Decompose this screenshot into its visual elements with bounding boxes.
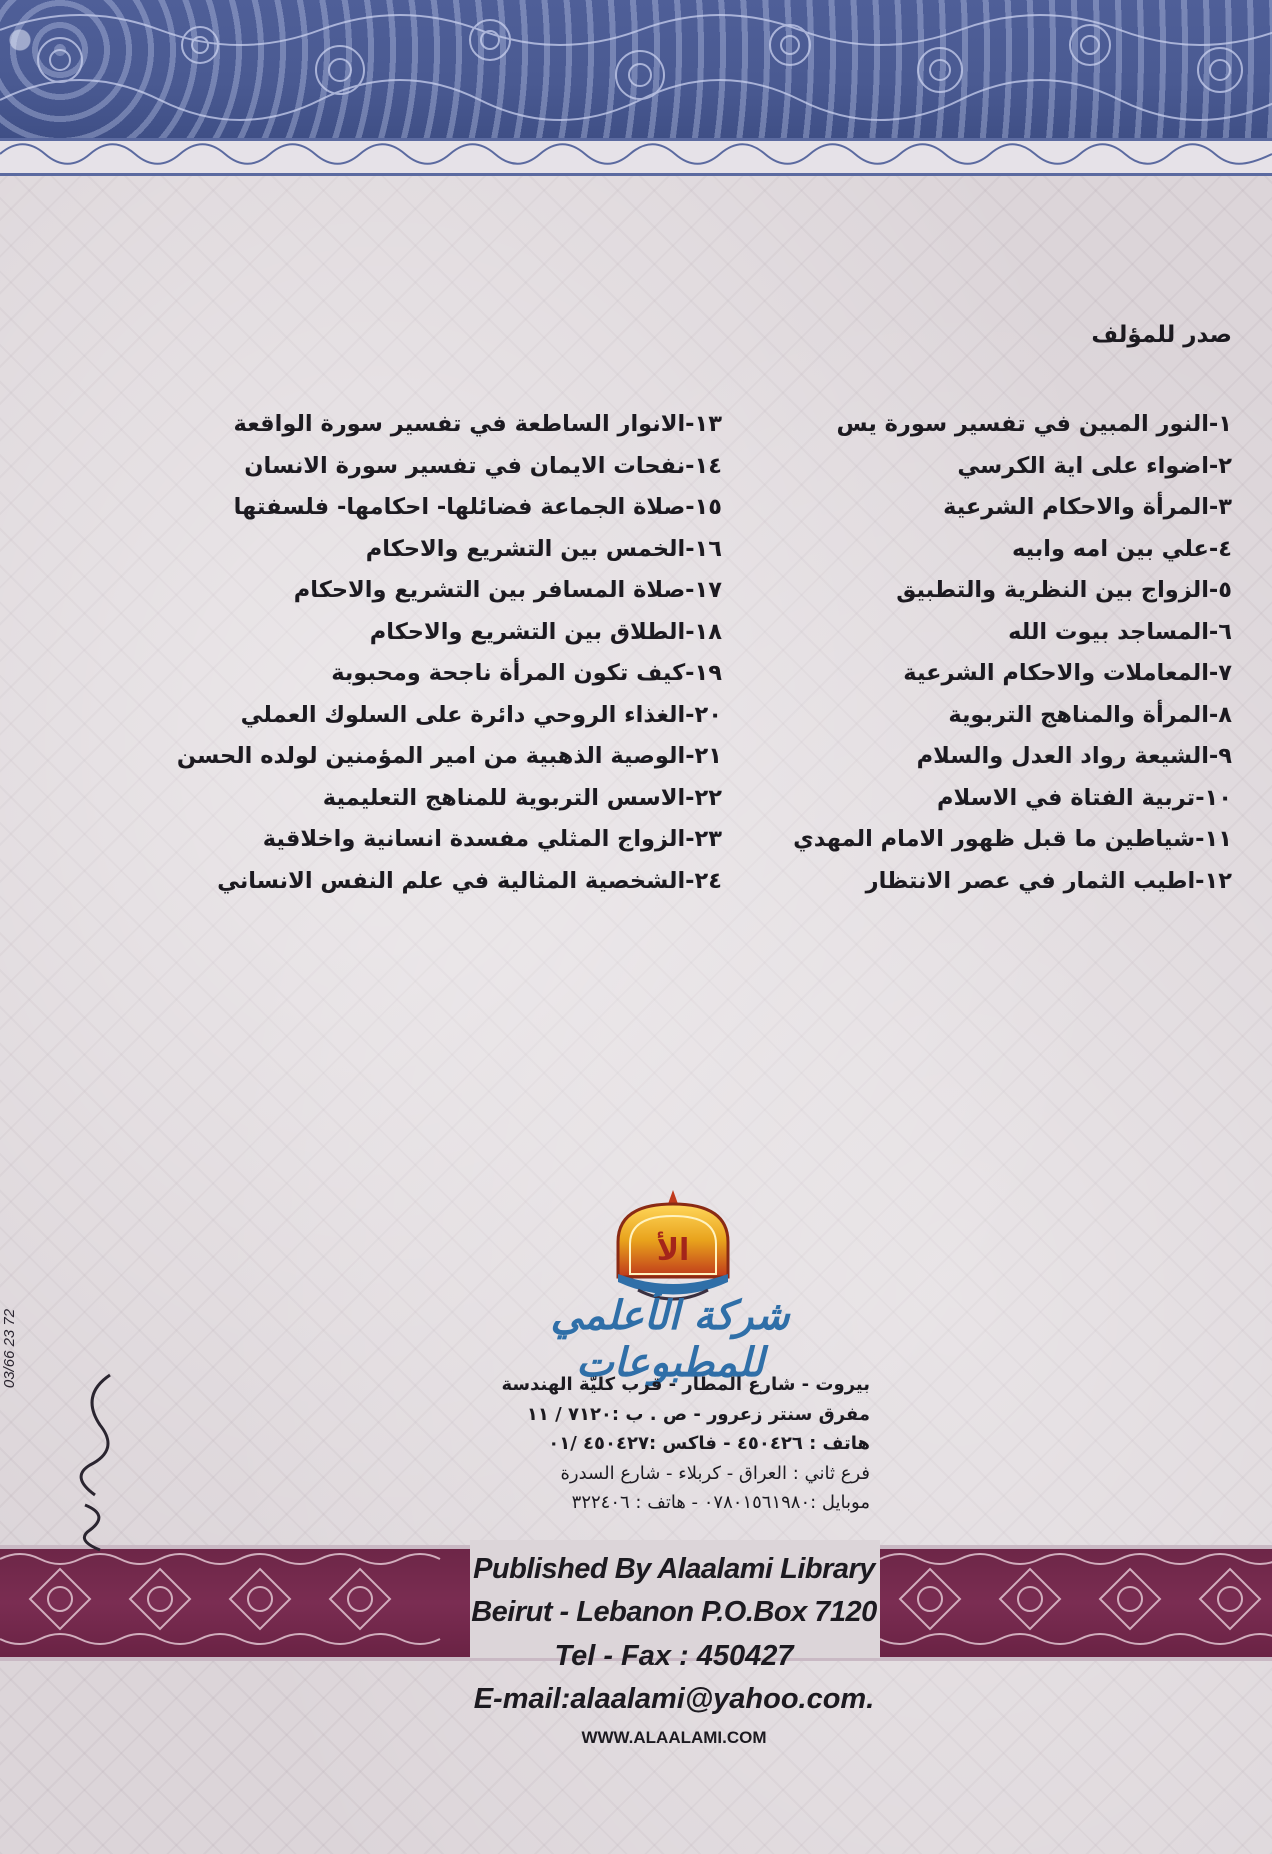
heading-author-publications: صدر للمؤلف [1091, 322, 1232, 348]
designer-signature-icon [40, 1265, 150, 1565]
list-item: ٢٤-الشخصية المثالية في علم النفس الانساني [217, 867, 722, 894]
publisher-address-block [450, 1370, 870, 1518]
list-item: ٢١-الوصية الذهبية من امير المؤمنين لولده الحسن [176, 743, 722, 769]
top-floral-band [0, 0, 1272, 138]
english-publisher-line: Published By Alaalami Library [473, 1553, 875, 1585]
list-item: ٢٢-الاسس التربوية للمناهج التعليمية [322, 784, 722, 811]
book-list-left [82, 404, 722, 902]
english-tel-line: Tel - Fax : 450427 [554, 1640, 794, 1672]
address-line: هاتف : ٤٥٠٤٢٦ - فاكس :٤٥٠٤٢٧ /٠١ [548, 1433, 870, 1454]
list-item: ١-النور المبين في تفسير سورة يس [836, 411, 1232, 437]
svg-text:الأ: الأ [656, 1233, 690, 1268]
list-item: ٤-علي بين امه وابيه [1011, 535, 1232, 562]
list-item: ١٠-تربية الفتاة في الاسلام [937, 784, 1232, 811]
list-item: ١٨-الطلاق بين التشريع والاحكام [369, 618, 722, 645]
list-item: ٢٠-الغذاء الروحي دائرة على السلوك العملي [240, 701, 722, 728]
list-item: ١٩-كيف تكون المرأة ناجحة ومحبوبة [331, 660, 722, 686]
list-item: ٦-المساجد بيوت الله [1008, 618, 1232, 645]
book-list-right [712, 404, 1232, 902]
list-item: ٥-الزواج بين النظرية والتطبيق [896, 577, 1232, 603]
list-item: ٢-اضواء على اية الكرسي [957, 452, 1232, 479]
website-url: WWW.ALAALAMI.COM [581, 1728, 767, 1747]
list-item: ١٦-الخمس بين التشريع والاحكام [365, 535, 722, 562]
list-item: ٨-المرأة والمناهج التربوية [948, 701, 1232, 728]
address-line: موبايل :٠٧٨٠١٥٦١٩٨٠ - هاتف : ٣٢٢٤٠٦ [571, 1492, 870, 1513]
english-address-line: Beirut - Lebanon P.O.Box 7120 [471, 1596, 877, 1628]
top-knot-border [0, 138, 1272, 176]
address-line: بيروت - شارع المطار - قرب كليّة الهندسة [501, 1374, 870, 1395]
list-item: ٣-المرأة والاحكام الشرعية [943, 494, 1232, 520]
list-item: ٩-الشيعة رواد العدل والسلام [916, 743, 1232, 769]
english-email-line: E-mail:alaalami@yahoo.com. [473, 1683, 875, 1715]
publisher-name: شركة الأعلمي للمطبوعات [550, 1292, 790, 1386]
list-item: ٢٣-الزواج المثلي مفسدة انسانية واخلاقية [262, 826, 722, 852]
address-line: مفرق سنتر زعرور - ص . ب :٧١٢٠ / ١١ [526, 1403, 870, 1425]
list-item: ١١-شياطين ما قبل ظهور الامام المهدي [793, 826, 1232, 852]
list-item: ١٢-اطيب الثمار في عصر الانتظار [865, 867, 1232, 894]
list-item: ١٥-صلاة الجماعة فضائلها- احكامها- فلسفتها [233, 494, 722, 520]
list-item: ١٤-نفحات الايمان في تفسير سورة الانسان [244, 452, 722, 479]
designer-phone-note: 03/66 23 72 [1, 1308, 19, 1389]
list-item: ١٣-الانوار الساطعة في تفسير سورة الواقعة [233, 411, 722, 437]
list-item: ٧-المعاملات والاحكام الشرعية [903, 660, 1232, 686]
address-line: فرع ثاني : العراق - كربلاء - شارع السدرة [560, 1462, 870, 1484]
list-item: ١٧-صلاة المسافر بين التشريع والاحكام [293, 577, 722, 603]
